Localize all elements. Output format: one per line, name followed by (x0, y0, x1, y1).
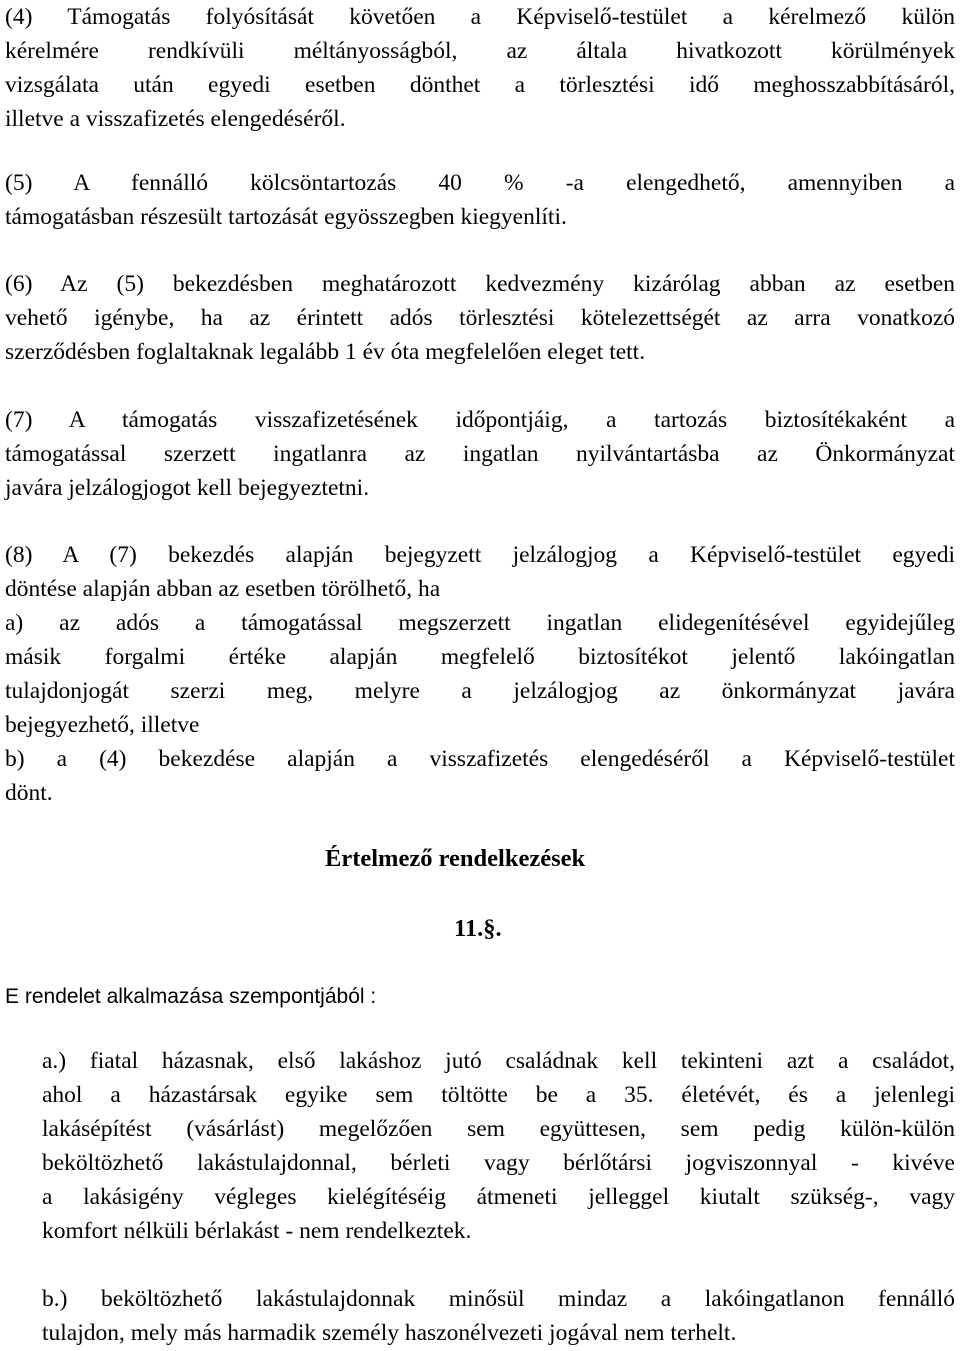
paragraph-line: a.) fiatal házasnak, első lakáshoz jutó családnak kell tekinteni azt a családot, (42, 1048, 955, 1074)
paragraph-line: másik forgalmi értéke alapján megfelelő biztosítékot jelentő lakóingatlan (5, 644, 955, 670)
paragraph-line: a) az adós a támogatással megszerzett ingatlan elidegenítésével egyidejűleg (5, 610, 955, 636)
paragraph-5 (5, 166, 955, 234)
paragraph-line: illetve a visszafizetés elengedéséről. (5, 106, 346, 132)
paragraph-line: döntése alapján abban az esetben törölhető, ha (5, 576, 441, 602)
paragraph-line: (5) A fennálló kölcsöntartozás 40 % -a elengedhető, amennyiben a (5, 170, 955, 196)
section-heading: Értelmező rendelkezések (325, 845, 586, 872)
paragraph-line: dönt. (5, 780, 53, 806)
paragraph-line: tulajdonjogát szerzi meg, melyre a jelzálogjog az önkormányzat javára (5, 678, 955, 704)
section-number: 11.§. (454, 915, 502, 942)
paragraph-line: (7) A támogatás visszafizetésének időpontjáig, a tartozás biztosítékaként a (5, 407, 955, 433)
paragraph-8 (5, 538, 955, 810)
paragraph-line: tulajdon, mely más harmadik személy haszonélvezeti jogával nem terhelt. (42, 1320, 737, 1346)
paragraph-line: (8) A (7) bekezdés alapján bejegyzett jelzálogjog a Képviselő-testület egyedi (5, 542, 955, 568)
paragraph-line: szerződésben foglaltaknak legalább 1 év óta megfelelően eleget tett. (5, 339, 646, 365)
paragraph-6 (5, 267, 955, 369)
paragraph-line: vehető igénybe, ha az érintett adós törlesztési kötelezettségét az arra vonatkozó (5, 305, 955, 331)
paragraph-line: támogatásban részesült tartozását egyösszegben kiegyenlíti. (5, 204, 567, 230)
paragraph-4 (5, 0, 955, 136)
paragraph-line: bejegyezhető, illetve (5, 712, 200, 738)
paragraph-line: kérelmére rendkívüli méltányosságból, az általa hivatkozott körülmények (5, 38, 955, 64)
definitions-intro: E rendelet alkalmazása szempontjából : (5, 985, 377, 1008)
paragraph-line: b.) beköltözhető lakástulajdonnak minősül mindaz a lakóingatlanon fennálló (42, 1286, 955, 1312)
paragraph-line: támogatással szerzett ingatlanra az ingatlan nyilvántartásba az Önkormányzat (5, 441, 955, 467)
paragraph-line: ahol a házastársak egyike sem töltötte be a 35. életévét, és a jelenlegi (42, 1082, 955, 1108)
paragraph-line: vizsgálata után egyedi esetben dönthet a törlesztési idő meghosszabbításáról, (5, 72, 955, 98)
paragraph-line: b) a (4) bekezdése alapján a visszafizetés elengedéséről a Képviselő-testület (5, 746, 955, 772)
paragraph-line: lakásépítést (vásárlást) megelőzően sem együttesen, sem pedig külön-külön (42, 1116, 955, 1142)
paragraph-line: (6) Az (5) bekezdésben meghatározott kedvezmény kizárólag abban az esetben (5, 271, 955, 297)
definition-b (42, 1282, 955, 1350)
paragraph-line: a lakásigény végleges kielégítéséig átmeneti jelleggel kiutalt szükség-, vagy (42, 1184, 955, 1210)
paragraph-7 (5, 403, 955, 505)
paragraph-line: (4) Támogatás folyósítását követően a Képviselő-testület a kérelmező külön (5, 4, 955, 30)
paragraph-line: beköltözhető lakástulajdonnal, bérleti vagy bérlőtársi jogviszonnyal - kivéve (42, 1150, 955, 1176)
definition-a (42, 1044, 955, 1248)
paragraph-line: komfort nélküli bérlakást - nem rendelkeztek. (42, 1218, 472, 1244)
paragraph-line: javára jelzálogjogot kell bejegyeztetni. (5, 475, 370, 501)
